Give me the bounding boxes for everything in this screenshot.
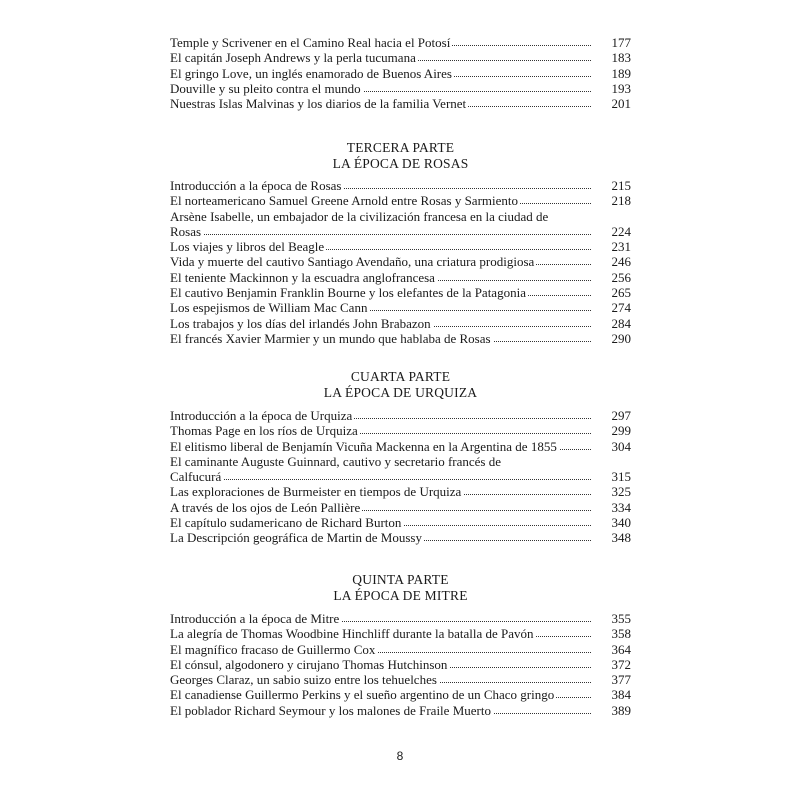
toc-entry-page: 377 bbox=[611, 672, 631, 688]
toc-entry-title: El teniente Mackinnon y la escuadra anglofrancesa bbox=[170, 269, 435, 285]
toc-entry-title: Introducción a la época de Urquiza bbox=[170, 408, 353, 423]
toc-entry bbox=[170, 439, 631, 454]
toc-entry bbox=[170, 96, 631, 111]
toc-entry-page: 201 bbox=[611, 96, 631, 112]
toc-entry bbox=[170, 423, 631, 438]
toc-entry-page: 218 bbox=[611, 193, 631, 209]
toc-entry bbox=[170, 408, 631, 423]
toc-entry-title: El caminante Auguste Guinnard, cautivo y secretario francés de bbox=[170, 453, 502, 469]
toc-entry-title: La alegría de Thomas Woodbine Hinchliff durante la batalla de Pavón bbox=[170, 626, 534, 642]
toc-entry-title: Thomas Page en los ríos de Urquiza bbox=[170, 423, 358, 439]
toc-entry-title-cont: Rosas bbox=[170, 223, 202, 239]
toc-entry-page: 177 bbox=[611, 35, 631, 50]
toc-list-quinta bbox=[170, 611, 631, 718]
toc-entry-page: 215 bbox=[611, 178, 631, 193]
toc-entry-title: El francés Xavier Marmier y un mundo que hablaba de Rosas bbox=[170, 330, 491, 346]
toc-entry bbox=[170, 270, 631, 285]
toc-entry-page: 334 bbox=[611, 499, 631, 515]
toc-entry-title: El gringo Love, un inglés enamorado de Buenos Aires bbox=[170, 65, 452, 81]
toc-entry bbox=[170, 285, 631, 300]
toc-entry-page: 358 bbox=[611, 626, 631, 642]
toc-list-continued bbox=[170, 35, 631, 111]
toc-entry bbox=[170, 657, 631, 672]
toc-entry bbox=[170, 611, 631, 626]
toc-entry-page: 348 bbox=[611, 530, 631, 546]
toc-entry-title: Georges Claraz, un sabio suizo entre los tehuelches bbox=[170, 672, 437, 688]
section-heading-cuarta bbox=[170, 369, 631, 401]
toc-entry bbox=[170, 66, 631, 81]
section-title: LA ÉPOCA DE URQUIZA bbox=[323, 385, 478, 400]
toc-entry-title: El cautivo Benjamin Franklin Bourne y los elefantes de la Patagonia bbox=[170, 285, 526, 301]
toc-entry-page: 231 bbox=[611, 239, 631, 255]
toc-entry-page: 284 bbox=[611, 315, 631, 331]
toc-entry bbox=[170, 530, 631, 545]
toc-entry-page: 384 bbox=[611, 687, 631, 703]
toc-entry bbox=[170, 81, 631, 96]
toc-entry bbox=[170, 642, 631, 657]
toc-entry-page: 364 bbox=[611, 641, 631, 657]
toc-entry-title: El cónsul, algodonero y cirujano Thomas Hutchinson bbox=[170, 656, 448, 672]
section-title: LA ÉPOCA DE ROSAS bbox=[332, 156, 469, 171]
toc-entry bbox=[170, 209, 631, 240]
toc-entry-title: El capitán Joseph Andrews y la perla tucumana bbox=[170, 50, 416, 66]
toc-entry-title: La Descripción geográfica de Martin de Moussy bbox=[170, 530, 422, 546]
toc-entry-page: 299 bbox=[611, 423, 631, 439]
toc-list-tercera bbox=[170, 178, 631, 346]
toc-entry-page: 265 bbox=[611, 285, 631, 301]
toc-entry-title: El elitismo liberal de Benjamín Vicuña Mackenna en la Argentina de 1855 bbox=[170, 438, 557, 454]
toc-entry-title: Los espejismos de William Mac Cann bbox=[170, 300, 368, 316]
toc-entry bbox=[170, 703, 631, 718]
toc-entry-page: 183 bbox=[611, 50, 631, 66]
toc-entry-title-cont: Calfucurá bbox=[170, 469, 222, 485]
toc-entry-page: 325 bbox=[611, 484, 631, 500]
toc-entry bbox=[170, 178, 631, 193]
toc-entry-page: 355 bbox=[611, 611, 631, 626]
toc-entry-page: 372 bbox=[611, 656, 631, 672]
toc-entry-title: Arsène Isabelle, un embajador de la civilización francesa en la ciudad de bbox=[170, 208, 549, 224]
toc-entry-title: El canadiense Guillermo Perkins y el sueño argentino de un Chaco gringo bbox=[170, 687, 555, 703]
toc-entry-title: Douville y su pleito contra el mundo bbox=[170, 80, 361, 96]
section-heading-quinta bbox=[170, 572, 631, 604]
toc-entry-title: El magnífico fracaso de Guillermo Cox bbox=[170, 641, 376, 657]
toc-entry bbox=[170, 193, 631, 208]
toc-entry-page: 224 bbox=[611, 223, 631, 239]
toc-entry-title: El poblador Richard Seymour y los malones de Fraile Muerto bbox=[170, 702, 491, 718]
toc-entry-title: Introducción a la época de Mitre bbox=[170, 611, 340, 626]
toc-entry-continuation bbox=[170, 224, 631, 239]
toc-entry-title: El capítulo sudamericano de Richard Burton bbox=[170, 515, 402, 531]
toc-entry bbox=[170, 484, 631, 499]
toc-entry-page: 315 bbox=[611, 469, 631, 485]
toc-entry-title: El norteamericano Samuel Greene Arnold entre Rosas y Sarmiento bbox=[170, 193, 519, 209]
toc-entry bbox=[170, 35, 631, 50]
dot-leader bbox=[170, 479, 591, 480]
toc-entry bbox=[170, 454, 631, 485]
toc-entry-page: 389 bbox=[611, 702, 631, 718]
page-number: 8 bbox=[396, 749, 404, 763]
toc-entry-continuation bbox=[170, 469, 631, 484]
toc-entry bbox=[170, 672, 631, 687]
toc-entry-title: Los viajes y libros del Beagle bbox=[170, 239, 325, 255]
section-part-label: QUINTA PARTE bbox=[352, 572, 449, 587]
toc-entry-page: 189 bbox=[611, 65, 631, 81]
toc-entry-page: 304 bbox=[611, 438, 631, 454]
toc-entry-title: Temple y Scrivener en el Camino Real hacia el Potosí bbox=[170, 35, 451, 50]
toc-entry bbox=[170, 300, 631, 315]
section-part-label: CUARTA PARTE bbox=[350, 369, 451, 384]
toc-entry-title: Introducción a la época de Rosas bbox=[170, 178, 342, 193]
toc-entry bbox=[170, 239, 631, 254]
section-title: LA ÉPOCA DE MITRE bbox=[333, 588, 468, 603]
dot-leader bbox=[170, 234, 591, 235]
toc-entry bbox=[170, 316, 631, 331]
toc-list-cuarta bbox=[170, 408, 631, 546]
toc-entry bbox=[170, 500, 631, 515]
section-heading-tercera bbox=[170, 140, 631, 172]
section-part-label: TERCERA PARTE bbox=[346, 140, 455, 155]
toc-entry-title: Nuestras Islas Malvinas y los diarios de la familia Vernet bbox=[170, 96, 467, 112]
toc-entry-title: Las exploraciones de Burmeister en tiempos de Urquiza bbox=[170, 484, 462, 500]
toc-entry bbox=[170, 626, 631, 641]
toc-entry-page: 246 bbox=[611, 254, 631, 270]
toc-entry-page: 340 bbox=[611, 515, 631, 531]
toc-entry bbox=[170, 331, 631, 346]
toc-entry-page: 193 bbox=[611, 80, 631, 96]
toc-entry bbox=[170, 515, 631, 530]
toc-entry-page: 274 bbox=[611, 300, 631, 316]
toc-entry-title: Los trabajos y los días del irlandés John Brabazon bbox=[170, 315, 431, 331]
toc-entry-page: 290 bbox=[611, 330, 631, 346]
toc-entry bbox=[170, 687, 631, 702]
toc-entry bbox=[170, 254, 631, 269]
toc-entry-page: 297 bbox=[611, 408, 631, 423]
toc-entry-title: A través de los ojos de León Pallière bbox=[170, 499, 361, 515]
toc-entry-page: 256 bbox=[611, 269, 631, 285]
toc-entry bbox=[170, 50, 631, 65]
toc-entry-title: Vida y muerte del cautivo Santiago Avendaño, una criatura prodigiosa bbox=[170, 254, 535, 270]
